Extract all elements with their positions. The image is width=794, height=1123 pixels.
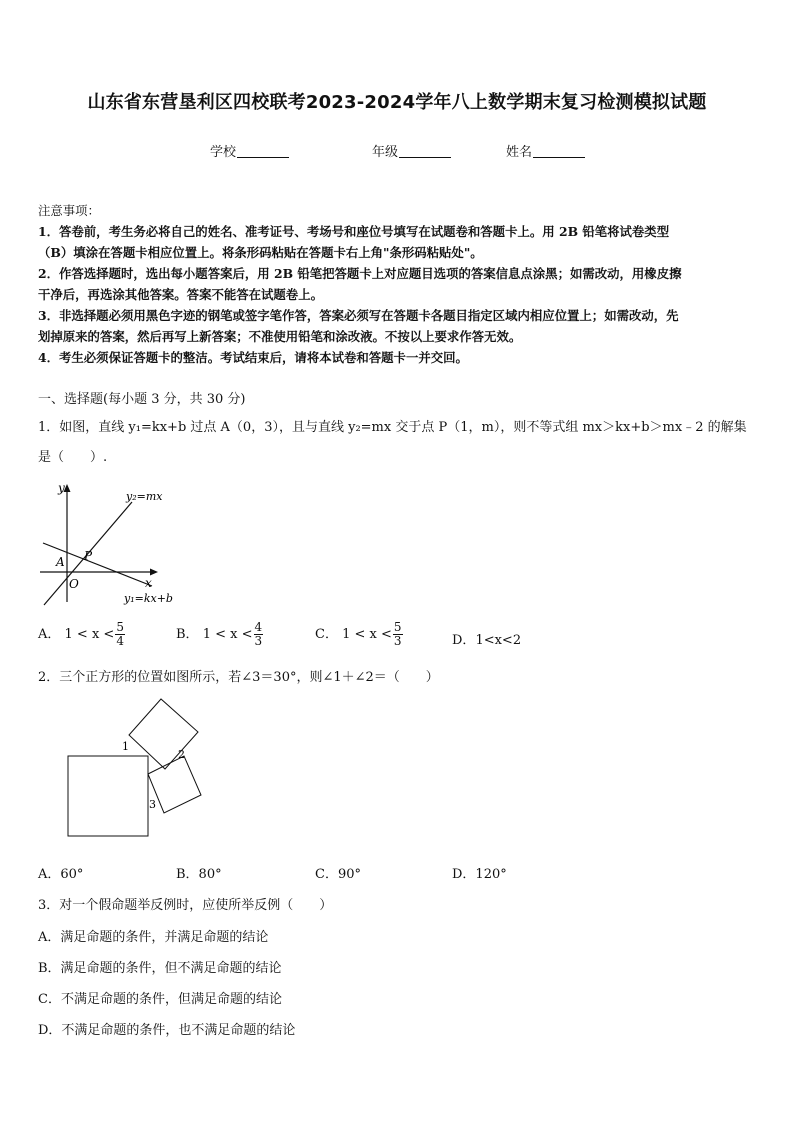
grade-blank [399,143,451,158]
point-a-label: A [56,555,65,569]
q1-option-a-den: 4 [116,634,124,648]
angle-1-label: 1 [122,740,129,753]
q1-option-d-letter: D． [452,633,476,648]
school-field [210,141,289,160]
q1-option-a-letter: A． [38,627,61,642]
q1-option-a [38,621,125,648]
grade-field [372,141,451,160]
q2-option-c: C．90° [315,867,361,882]
x-axis-label: x [145,576,152,590]
q1-option-b-prefix: 1 < x < [202,627,253,642]
q1-option-c-fraction [393,621,403,648]
y-axis-label: y [58,481,65,495]
name-field [506,141,585,160]
note-2-line-1: 2．作答选择题时，选出每小题答案后，用 2B 铅笔把答题卡上对应题目选项的答案信息点涂黑；如需改动，用橡皮擦 [38,266,682,281]
q1-option-c-prefix: 1 < x < [342,627,392,642]
q2-option-a: A．60° [38,867,84,882]
q2-squares-figure [60,694,210,844]
q1-graph-figure [36,478,186,610]
q1-option-a-num: 5 [116,620,124,634]
angle-3-label: 3 [149,798,156,811]
notes-heading: 注意事项： [38,203,100,218]
grade-label: 年级 [372,145,399,160]
q2-option-b: B．80° [176,867,222,882]
note-1-line-1: 1．答卷前，考生务必将自己的姓名、准考证号、考场号和座位号填写在试题卷和答题卡上。用 2B 铅笔将试卷类型 [38,224,670,239]
angle-2-label: 2 [178,748,185,761]
q1-option-d [452,629,521,648]
q2-stem: 2．三个正方形的位置如图所示，若∠3＝30°，则∠1＋∠2＝（ ） [38,670,439,685]
page-title: 山东省东营垦利区四校联考2023-2024学年八上数学期末复习检测模拟试题 [87,92,707,113]
q1-stem-line-1: 1．如图，直线 y₁=kx+b 过点 A（0，3），且与直线 y₂=mx 交于点 P（1，m），则不等式组 mx＞kx+b＞mx﹣2 的解集 [38,420,747,435]
q1-option-b-letter: B． [176,627,199,642]
q3-stem: 3．对一个假命题举反例时，应使所举反例（ ） [38,898,333,913]
q3-option-c: C．不满足命题的条件，但满足命题的结论 [38,992,282,1007]
q3-option-d: D．不满足命题的条件，也不满足命题的结论 [38,1023,296,1038]
name-label: 姓名 [506,145,533,160]
note-1-line-2: （B）填涂在答题卡相应位置上。将条形码粘贴在答题卡右上角"条形码粘贴处"。 [38,245,483,260]
q1-option-a-fraction [115,621,125,648]
q1-option-b [176,621,263,648]
x-axis-arrow [150,569,158,576]
q3-option-b: B．满足命题的条件，但不满足命题的结论 [38,961,282,976]
q3-option-a: A．满足命题的条件，并满足命题的结论 [38,930,269,945]
q1-option-b-fraction [254,621,264,648]
q1-option-b-den: 3 [254,634,263,648]
name-blank [533,143,585,158]
note-2-line-2: 干净后，再选涂其他答案。答案不能答在试题卷上。 [38,287,323,302]
line-y2-label: y₂=mx [126,490,163,503]
section-1-heading: 一、选择题(每小题 3 分，共 30 分) [38,392,246,407]
school-blank [237,143,289,158]
q1-option-a-prefix: 1 < x < [64,627,115,642]
q2-option-d: D．120° [452,867,507,882]
note-3-line-2: 划掉原来的答案，然后再写上新答案；不准使用铅笔和涂改液。不按以上要求作答无效。 [38,329,522,344]
q1-option-d-text: 1<x<2 [475,633,522,648]
note-3-line-1: 3．非选择题必须用黑色字迹的钢笔或签字笔作答，答案必须写在答题卡各题目指定区域内相应位置上；如需改动，先 [38,308,679,323]
note-4: 4．考生必须保证答题卡的整洁。考试结束后，请将本试卷和答题卡一并交回。 [38,350,468,365]
upper-square [129,699,198,769]
q1-option-c-letter: C． [315,627,338,642]
large-square [68,756,148,836]
q1-option-b-num: 4 [254,620,263,634]
origin-label: O [69,577,79,591]
q1-option-c [315,621,403,648]
school-label: 学校 [210,145,237,160]
q1-stem-line-2: 是（ ）. [38,450,108,465]
line-y1-label: y₁=kx+b [124,592,173,605]
q1-option-c-num: 5 [393,620,402,634]
q1-option-c-den: 3 [393,634,402,648]
point-p-label: P [84,549,93,563]
